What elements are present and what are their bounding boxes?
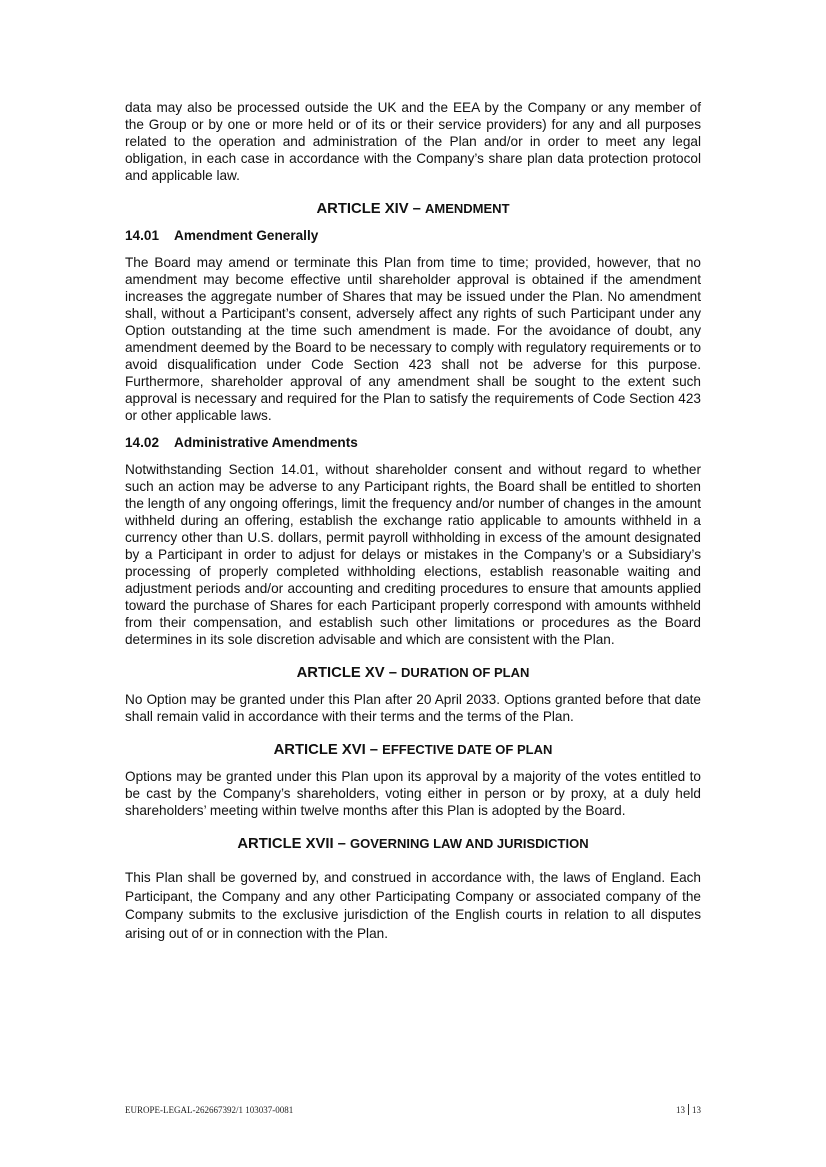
document-reference: EUROPE-LEGAL-262667392/1 103037-0081: [125, 1105, 294, 1115]
intro-paragraph: data may also be processed outside the UK and the EEA by the Company or any member of the Group or by one or more held or of its or their service providers) for any and all purposes related to the operation and administration of the Plan and/or in order to meet any legal obligation, in each case in accordance with the Company’s share plan data protection protocol and applicable law.: [125, 100, 701, 183]
article-15-heading: [125, 664, 701, 682]
article-17-subtitle: GOVERNING LAW AND JURISDICTION: [350, 836, 589, 851]
article-17-title: ARTICLE XVII –: [237, 836, 351, 852]
article-16-heading: [125, 741, 701, 759]
article-15-subtitle: DURATION OF PLAN: [401, 665, 530, 680]
article-15-text: No Option may be granted under this Plan after 20 April 2033. Options granted before that date shall remain valid in accordance with their terms and the terms of the Plan.: [125, 692, 701, 724]
section-14-01-number: 14.01: [125, 228, 160, 243]
page-number: [676, 1102, 701, 1119]
page-separator: [688, 1104, 689, 1115]
section-14-02-heading: [125, 434, 701, 451]
article-17-heading: [125, 835, 701, 853]
section-14-02-text: Notwithstanding Section 14.01, without shareholder consent and without regard to whether such an action may be adverse to any Participant rights, the Board shall be entitled to shorten the length of any ongoing offerings, limit the frequency and/or number of changes in the amount withheld during an offering, establish the exchange ratio applicable to amounts withheld in a currency other than U.S. dollars, permit payroll withholding in excess of the amount designated by a Participant in order to adjust for delays or mistakes in the Company’s or a Subsidiary’s processing of properly completed withholding elections, establish reasonable waiting and adjustment periods and/or accounting and crediting procedures to ensure that amounts applied toward the purchase of Shares for each Participant properly correspond with amounts withheld from their compensation, and establish such other limitations or procedures as the Board determines in its sole discretion advisable and which are consistent with the Plan.: [125, 462, 701, 647]
article-14-title: ARTICLE XIV –: [316, 201, 426, 217]
article-16-title: ARTICLE XVI –: [273, 742, 383, 758]
section-14-01-title: Amendment Generally: [174, 228, 319, 243]
article-15-title: ARTICLE XV –: [296, 665, 402, 681]
article-14-subtitle: AMENDMENT: [425, 201, 510, 216]
article-17-text: This Plan shall be governed by, and construed in accordance with, the laws of England. Each Participant, the Company and any other Participating Company or associated company of the Company submits to the exclusive jurisdiction of the English courts in relation to all disputes arising out of or in connection with the Plan.: [125, 870, 701, 941]
current-page: 13: [676, 1105, 685, 1115]
section-14-01-text: The Board may amend or terminate this Plan from time to time; provided, however, that no amendment may become effective until shareholder approval is obtained if the amendment increases the aggregate number of Shares that may be issued under the Plan. No amendment shall, without a Participant’s consent, adversely affect any rights of such Participant under any Option outstanding at the time such amendment is made. For the avoidance of doubt, any amendment deemed by the Board to be necessary to comply with regulatory requirements or to avoid disqualification under Code Section 423 shall not be adverse for this purpose. Furthermore, shareholder approval of any amendment shall be sought to the extent such approval is necessary and required for the Plan to satisfy the requirements of Code Section 423 or other applicable laws.: [125, 255, 701, 423]
total-pages: 13: [692, 1105, 701, 1115]
section-14-02-title: Administrative Amendments: [174, 435, 358, 450]
article-16-subtitle: EFFECTIVE DATE OF PLAN: [382, 742, 553, 757]
section-14-01-heading: [125, 227, 701, 244]
article-14-heading: [125, 200, 701, 218]
section-14-02-number: 14.02: [125, 435, 160, 450]
article-16-text: Options may be granted under this Plan upon its approval by a majority of the votes entitled to be cast by the Company’s shareholders, voting either in person or by proxy, at a duly held shareholders’ meeting within twelve months after this Plan is adopted by the Board.: [125, 769, 701, 818]
page-content: [125, 99, 701, 943]
